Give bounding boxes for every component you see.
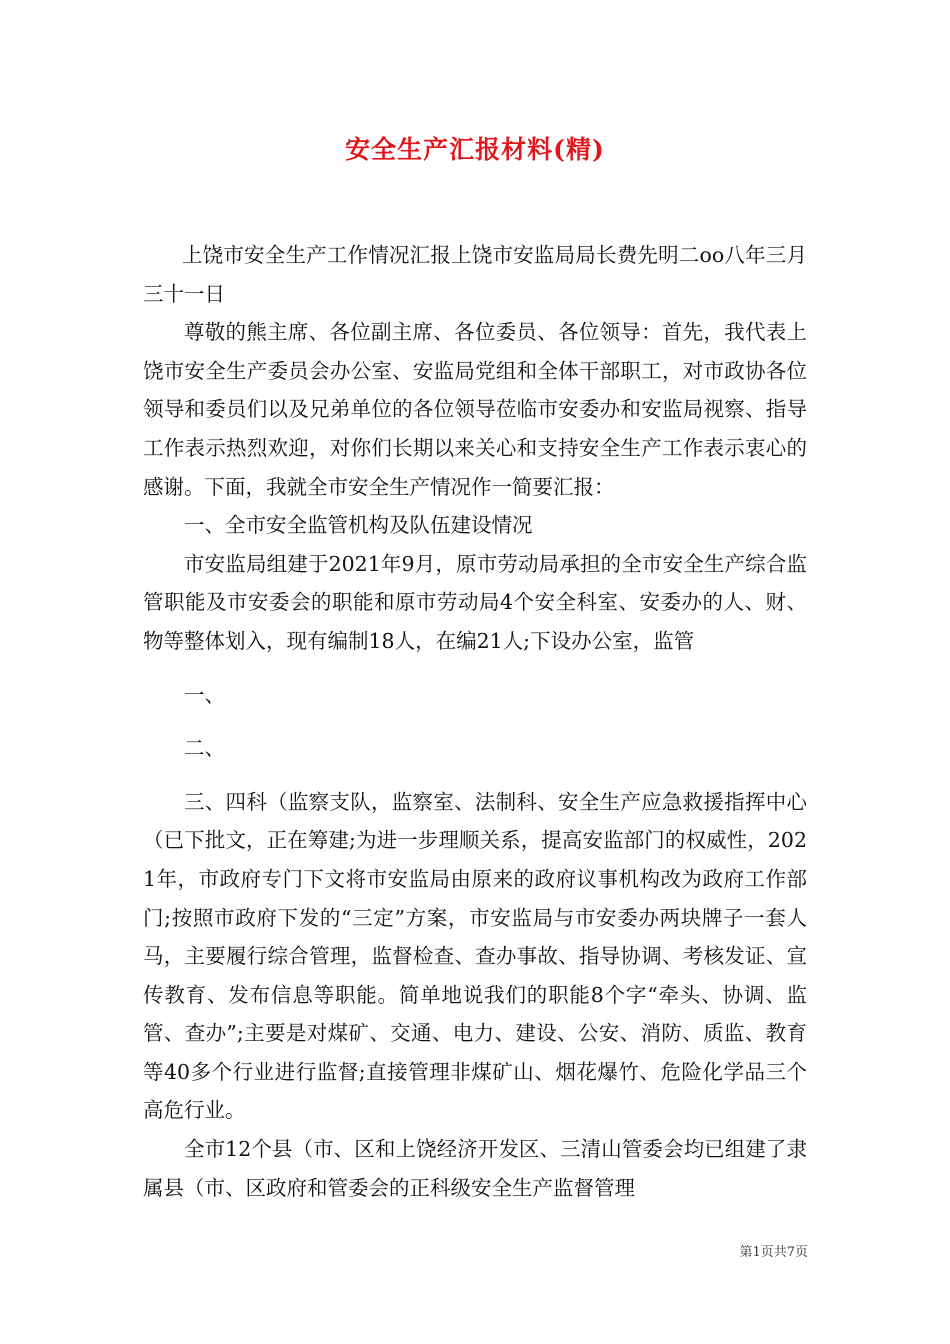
paragraph-duties: 三、四科（监察支队，监察室、法制科、安全生产应急救援指挥中心（已下批文，正在筹建;为进一步理顺关系，提高安监部门的权威性，2021年，市政府专门下文将市安监局由原来的政府议事机构改为政府工作部门;按照市政府下发的“三定”方案，市安监局与市安委办两块牌子一套人马，主要履行综合管理，监督检查、查办事故、指导协调、考核发证、宣传教育、发布信息等职能。简单地说我们的职能8个字“牵头、协调、监管、查办”;主要是对煤矿、交通、电力、建设、公安、消防、质监、教育等40多个行业进行监督;直接管理非煤矿山、烟花爆竹、危险化学品三个高危行业。: [143, 789, 807, 1123]
paragraph-bureau-history: 市安监局组建于2021年9月，原市劳动局承担的全市安全生产综合监管职能及市安委会的职能和原市劳动局4个安全科室、安委办的人、财、物等整体划入，现有编制18人，在编21人;下设办公室，监管: [143, 551, 807, 653]
paragraph-section-one-heading: 一、全市安全监管机构及队伍建设情况: [184, 513, 533, 538]
paragraph-report-heading: 上饶市安全生产工作情况汇报上饶市安监局局长费先明二oo八年三月三十一日: [143, 243, 807, 306]
paragraph-item-one: 一、: [184, 682, 225, 707]
paragraph-greeting: 尊敬的熊主席、各位副主席、各位委员、各位领导：首先，我代表上饶市安全生产委员会办公室、安监局党组和全体干部职工，对市政协各位领导和委员们以及兄弟单位的各位领导莅临市安委办和安监局视察、指导工作表示热烈欢迎，对你们长期以来关心和支持安全生产工作表示衷心的感谢。下面，我就全市安全生产情况作一简要汇报：: [143, 320, 807, 499]
paragraph-county-agencies: 全市12个县（市、区和上饶经济开发区、三清山管委会均已组建了隶属县（市、区政府和管委会的正科级安全生产监督管理: [143, 1137, 807, 1200]
paragraph-item-two: 二、: [184, 736, 225, 761]
page-title: 安全生产汇报材料(精): [345, 135, 605, 164]
document-body: [143, 236, 807, 1207]
page-number: 第1页共7页: [739, 1245, 808, 1260]
